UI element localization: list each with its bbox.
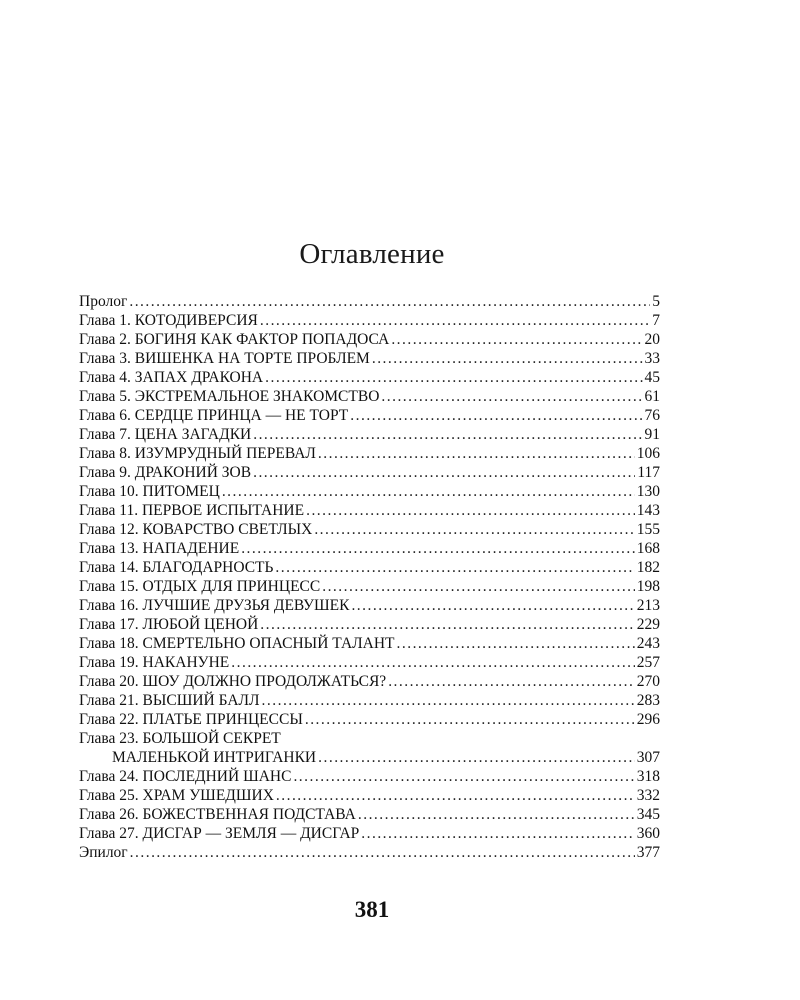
toc-entry: [79, 596, 660, 615]
toc-entry-title: Глава 21. ВЫСШИЙ БАЛЛ: [79, 692, 260, 709]
dot-leader: [314, 520, 634, 539]
dot-leader: [260, 311, 650, 330]
toc-entry-title: Глава 2. БОГИНЯ КАК ФАКТОР ПОПАДОСА: [79, 331, 390, 348]
toc-entry-page: 198: [636, 578, 660, 595]
toc-entry: [79, 501, 660, 520]
dot-leader: [318, 444, 635, 463]
toc-entry: [79, 292, 660, 311]
dot-leader: [305, 710, 635, 729]
dot-leader: [129, 292, 650, 311]
dot-leader: [253, 425, 642, 444]
dot-leader: [260, 615, 634, 634]
toc-entry-title: Глава 27. ДИСГАР — ЗЕМЛЯ — ДИСГАР: [79, 825, 360, 842]
toc-entry-page: 257: [636, 654, 660, 671]
toc-entry-page: 7: [652, 312, 660, 329]
toc-entry-page: 345: [636, 806, 660, 823]
toc-entry: [79, 843, 660, 862]
dot-leader: [306, 501, 635, 520]
toc-entry-title: Глава 10. ПИТОМЕЦ: [79, 483, 220, 500]
dot-leader: [391, 330, 642, 349]
toc-entry-title: Пролог: [79, 293, 128, 310]
dot-leader: [322, 577, 635, 596]
toc-entry-title: Глава 20. ШОУ ДОЛЖНО ПРОДОЛЖАТЬСЯ?: [79, 673, 387, 690]
toc-entry-page: 61: [644, 388, 660, 405]
toc-entry-page: 168: [636, 540, 660, 557]
dot-leader: [241, 539, 635, 558]
dot-leader: [350, 406, 642, 425]
toc-entry-title: Глава 7. ЦЕНА ЗАГАДКИ: [79, 426, 252, 443]
page-number: 381: [354, 897, 390, 922]
dot-leader: [388, 672, 635, 691]
page-title: Оглавление: [299, 238, 445, 270]
toc-entry-title: Глава 3. ВИШЕНКА НА ТОРТЕ ПРОБЛЕМ: [79, 350, 370, 367]
toc-entry: [79, 653, 660, 672]
toc-entry-page: 155: [636, 521, 660, 538]
toc-entry: [79, 672, 660, 691]
toc-entry: [79, 824, 660, 843]
toc-entry: [79, 330, 660, 349]
toc-entry-page: 283: [636, 692, 660, 709]
toc-entry-title: Глава 15. ОТДЫХ ДЛЯ ПРИНЦЕСС: [79, 578, 321, 595]
dot-leader: [372, 349, 643, 368]
toc-entry-title: Глава 17. ЛЮБОЙ ЦЕНОЙ: [79, 616, 259, 633]
toc-entry-page: 106: [636, 445, 660, 462]
toc-entry: [79, 577, 660, 596]
dot-leader: [275, 558, 634, 577]
dot-leader: [265, 368, 642, 387]
dot-leader: [358, 805, 635, 824]
toc-entry-page: 33: [644, 350, 660, 367]
toc-entry-page: 20: [644, 331, 660, 348]
toc-entry: [79, 634, 660, 653]
toc-entry: [79, 463, 660, 482]
toc-entry-page: 45: [644, 369, 660, 386]
dot-leader: [381, 387, 642, 406]
toc-entry-title: Глава 8. ИЗУМРУДНЫЙ ПЕРЕВАЛ: [79, 445, 316, 462]
toc-entry: [79, 349, 660, 368]
toc-entry-title: Глава 23. БОЛЬШОЙ СЕКРЕТ: [79, 730, 281, 747]
toc-entry: [79, 767, 660, 786]
toc-entry: [79, 368, 660, 387]
toc-entry: [79, 710, 660, 729]
toc-entry-title: Глава 12. КОВАРСТВО СВЕТЛЫХ: [79, 521, 313, 538]
toc-entry-page: 243: [636, 635, 660, 652]
toc-entry-title: Глава 24. ПОСЛЕДНИЙ ШАНС: [79, 768, 292, 785]
dot-leader: [361, 824, 634, 843]
dot-leader: [293, 767, 634, 786]
toc-entry-title: Глава 6. СЕРДЦЕ ПРИНЦА — НЕ ТОРТ: [79, 407, 349, 424]
toc-entry-title: Эпилог: [79, 844, 128, 861]
toc-entry-page: 296: [636, 711, 660, 728]
toc-entry-title: Глава 4. ЗАПАХ ДРАКОНА: [79, 369, 264, 386]
toc-entry: [79, 520, 660, 539]
toc-entry: [79, 729, 660, 767]
toc-entry-page: 143: [636, 502, 660, 519]
toc-entry: [79, 786, 660, 805]
toc-entry-page: 360: [636, 825, 660, 842]
dot-leader: [262, 691, 635, 710]
toc-entry: [79, 691, 660, 710]
toc-entry: [79, 805, 660, 824]
toc-entry-page: 332: [636, 787, 660, 804]
toc-entry-page: 318: [636, 768, 660, 785]
toc-entry: [79, 558, 660, 577]
toc-entry-page: 229: [636, 616, 660, 633]
toc-entry: [79, 311, 660, 330]
toc-entry: [79, 482, 660, 501]
table-of-contents: [79, 292, 660, 862]
toc-entry-page: 307: [636, 749, 660, 766]
dot-leader: [231, 653, 634, 672]
toc-entry: [79, 406, 660, 425]
toc-entry: [79, 425, 660, 444]
toc-entry-title: Глава 13. НАПАДЕНИЕ: [79, 540, 240, 557]
dot-leader: [253, 463, 635, 482]
toc-entry-title: Глава 5. ЭКСТРЕМАЛЬНОЕ ЗНАКОМСТВО: [79, 388, 380, 405]
toc-entry: [79, 539, 660, 558]
toc-entry-page: 91: [644, 426, 660, 443]
toc-entry-page: 213: [636, 597, 660, 614]
dot-leader: [222, 482, 635, 501]
toc-entry-page: 182: [636, 559, 660, 576]
dot-leader: [130, 843, 635, 862]
toc-entry-page: 117: [637, 464, 660, 481]
toc-entry-page: 377: [636, 844, 660, 861]
dot-leader: [318, 748, 635, 767]
toc-entry: [79, 444, 660, 463]
dot-leader: [276, 786, 635, 805]
dot-leader: [351, 596, 634, 615]
toc-entry-title: Глава 14. БЛАГОДАРНОСТЬ: [79, 559, 274, 576]
toc-entry-title: МАЛЕНЬКОЙ ИНТРИГАНКИ: [112, 749, 317, 766]
toc-entry-title: Глава 26. БОЖЕСТВЕННАЯ ПОДСТАВА: [79, 806, 356, 823]
toc-entry-title: Глава 18. СМЕРТЕЛЬНО ОПАСНЫЙ ТАЛАНТ: [79, 635, 395, 652]
toc-entry-page: 270: [636, 673, 660, 690]
toc-entry-title: Глава 19. НАКАНУНЕ: [79, 654, 230, 671]
toc-entry-title: Глава 16. ЛУЧШИЕ ДРУЗЬЯ ДЕВУШЕК: [79, 597, 350, 614]
toc-entry-page: 5: [652, 293, 660, 310]
toc-entry-page: 76: [644, 407, 660, 424]
toc-entry-title: Глава 9. ДРАКОНИЙ ЗОВ: [79, 464, 252, 481]
toc-entry-title: Глава 22. ПЛАТЬЕ ПРИНЦЕССЫ: [79, 711, 303, 728]
toc-entry-page: 130: [636, 483, 660, 500]
dot-leader: [397, 634, 635, 653]
toc-entry: [79, 387, 660, 406]
toc-entry: [79, 615, 660, 634]
toc-entry-title: Глава 1. КОТОДИВЕРСИЯ: [79, 312, 258, 329]
toc-entry-title: Глава 25. ХРАМ УШЕДШИХ: [79, 787, 274, 804]
toc-entry-title: Глава 11. ПЕРВОЕ ИСПЫТАНИЕ: [79, 502, 305, 519]
